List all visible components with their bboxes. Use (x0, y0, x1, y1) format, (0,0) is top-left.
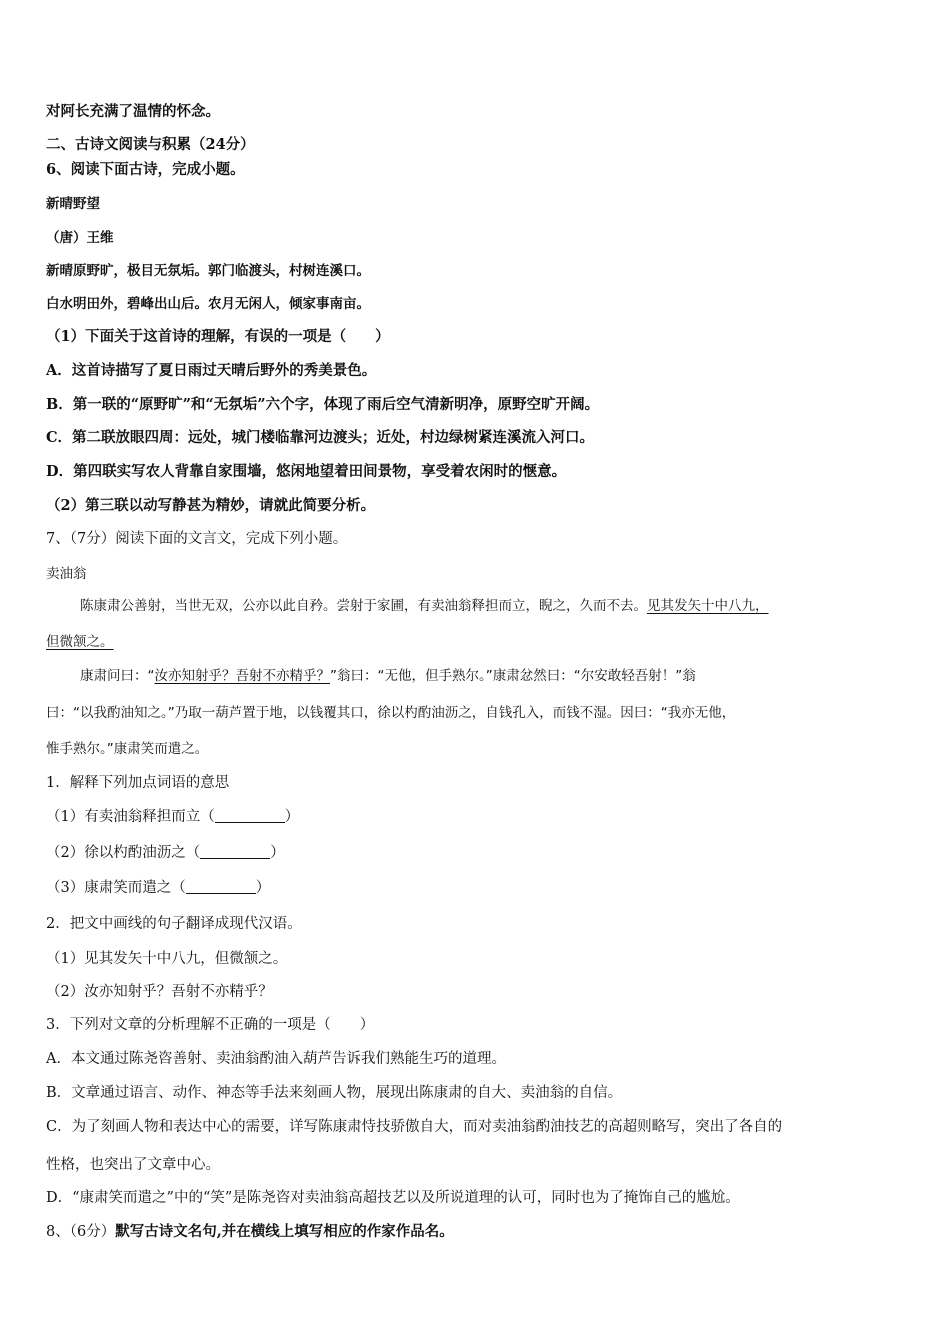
q7-s1-3 (46, 878, 920, 898)
poem-line-2: 白水明田外，碧峰出山后。农月无闲人，倾家事南亩。 (46, 296, 370, 312)
q6-option-a: A．这首诗描写了夏日雨过天晴后野外的秀美景色。 (46, 362, 377, 379)
poem-author: （唐）王维 (46, 230, 114, 246)
q7-s1-1 (46, 807, 920, 827)
p2-underline: 汝亦知射乎？吾射不亦精乎？ (154, 668, 330, 684)
section-1-tail: 对阿长充满了温情的怀念。 (46, 103, 220, 120)
close-paren: ） (270, 845, 285, 861)
q7-s3-option-a: A．本文通过陈尧咨善射、卖油翁酌油入葫芦告诉我们熟能生巧的道理。 (46, 1051, 506, 1067)
q8-intro (46, 1222, 920, 1242)
q7-s3-option-d: D．“康肃笑而遣之”中的“笑”是陈尧咨对卖油翁高超技艺以及所说道理的认可，同时也为了掩饰自己的尴尬。 (46, 1190, 740, 1206)
q7-s3-option-c: C．为了刻画人物和表达中心的需要，详写陈康肃恃技骄傲自大，而对卖油翁酌油技艺的高超则略写，突出了各自的 (46, 1119, 783, 1135)
q7-intro: 7、（7分）阅读下面的文言文，完成下列小题。 (46, 531, 348, 547)
section-2-title: 二、古诗文阅读与积累（24分） (46, 136, 255, 153)
q8-text: 默写古诗文名句,并在横线上填写相应的作家作品名。 (115, 1223, 454, 1240)
q6-sub1: （1）下面关于这首诗的理解，有误的一项是（ ） (46, 328, 390, 345)
q7-s1: 1．解释下列加点词语的意思 (46, 775, 230, 791)
q7-passage-p2-line2: 曰：“以我酌油知之。”乃取一葫芦置于地，以钱覆其口，徐以杓酌油沥之，自钱孔入，而钱不湿。因曰：“我亦无他， (46, 705, 736, 721)
s1-1-text: （1）有卖油翁释担而立（ (46, 809, 215, 825)
q6-sub2: （2）第三联以动写静甚为精妙，请就此简要分析。 (46, 497, 376, 514)
p1-text: 陈康肃公善射，当世无双，公亦以此自矜。尝射于家圃，有卖油翁释担而立，睨之，久而不去。 (80, 598, 647, 614)
q7-passage-p2-line3: 惟手熟尔。”康肃笑而遣之。 (46, 741, 209, 757)
answer-blank[interactable] (186, 879, 256, 894)
q7-passage-p1 (80, 596, 920, 616)
q8-prefix: 8、（6分） (46, 1224, 116, 1240)
answer-blank[interactable] (200, 844, 270, 859)
q7-s2-2: （2）汝亦知射乎？吾射不亦精乎？ (46, 984, 273, 1000)
p2-text-b: ”翁曰：“无他，但手熟尔。”康肃忿然曰：“尔安敢轻吾射！”翁 (330, 668, 696, 684)
close-paren: ） (284, 809, 300, 825)
q6-intro: 6、阅读下面古诗，完成小题。 (46, 161, 245, 178)
s1-3-text: （3）康肃笑而遣之（ (46, 880, 186, 896)
q7-passage-p2 (80, 666, 920, 686)
q7-s2-1: （1）见其发矢十中八九，但微颔之。 (46, 951, 288, 967)
poem-title: 新晴野望 (46, 196, 100, 212)
q7-s3-option-b: B．文章通过语言、动作、神态等手法来刻画人物，展现出陈康肃的自大、卖油翁的自信。 (46, 1085, 623, 1101)
q6-option-b: B．第一联的“原野旷”和“无氛垢”六个字，体现了雨后空气清新明净，原野空旷开阔。 (46, 396, 600, 413)
p2-text-a: 康肃问曰：“ (80, 668, 155, 684)
p1-underline-b: 但微颔之。 (46, 634, 114, 650)
q7-s3: 3．下列对文章的分析理解不正确的一项是（ ） (46, 1017, 375, 1033)
answer-blank[interactable] (215, 808, 285, 823)
close-paren: ） (255, 880, 271, 896)
poem-line-1: 新晴原野旷，极目无氛垢。郭门临渡头，村树连溪口。 (46, 263, 370, 279)
q6-option-c: C．第二联放眼四周：远处，城门楼临靠河边渡头；近处，村边绿树紧连溪流入河口。 (46, 429, 595, 446)
q7-s2: 2．把文中画线的句子翻译成现代汉语。 (46, 916, 302, 932)
p1-underline-a: 见其发矢十中八九， (647, 598, 769, 614)
q7-passage-title: 卖油翁 (46, 566, 87, 582)
s1-2-text: （2）徐以杓酌油沥之（ (46, 845, 201, 861)
q7-s3-option-c-cont: 性格，也突出了文章中心。 (46, 1157, 220, 1173)
q7-s1-2 (46, 843, 920, 863)
q7-passage-p1-cont (46, 632, 920, 652)
q6-option-d: D．第四联实写农人背靠自家围墙，悠闲地望着田间景物，享受着农闲时的惬意。 (46, 463, 567, 480)
